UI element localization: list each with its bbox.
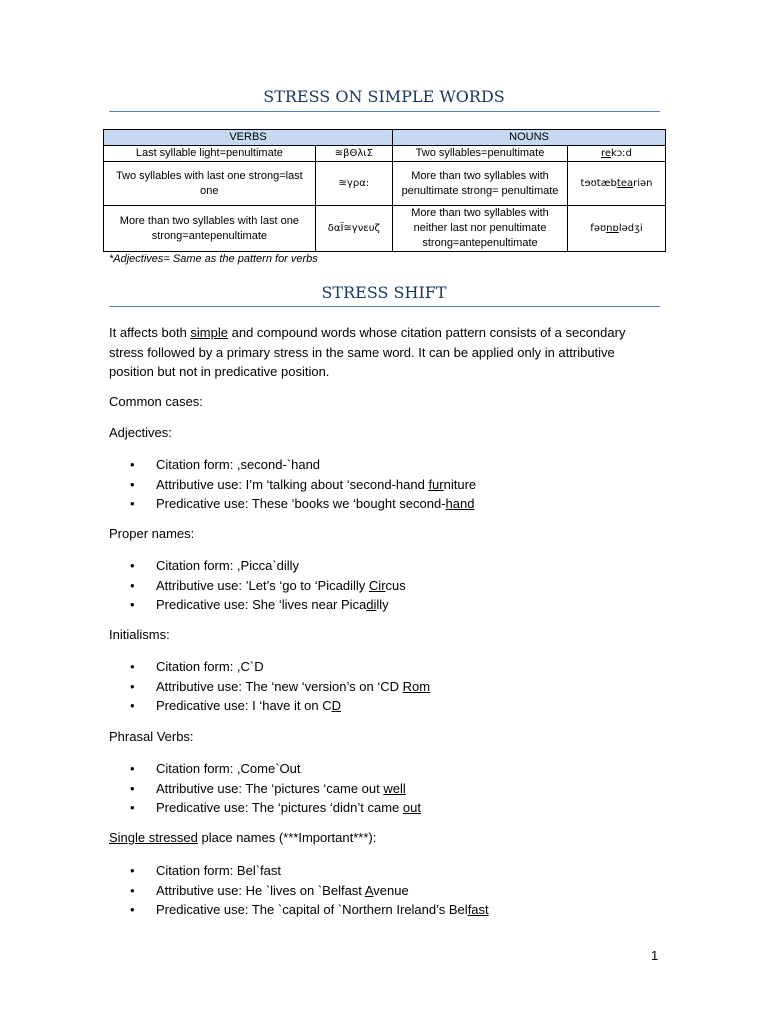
intro-text: It affects both <box>109 325 191 340</box>
stressed-syllable: di <box>366 597 377 612</box>
bullet-icon: • <box>130 457 135 472</box>
table-row <box>104 206 666 252</box>
verb-example-cell: ≊γρα: <box>315 162 392 206</box>
noun-rule-cell: More than two syllables with neither last nor penultimate strong=antepenultimate <box>393 206 568 252</box>
item-text: Citation form: ,Come`Out <box>156 761 301 776</box>
noun-example-cell <box>568 162 666 206</box>
verb-rule-cell: More than two syllables with last one strong=antepenultimate <box>104 206 316 252</box>
adjectives-list <box>130 455 476 514</box>
list-item <box>130 494 476 514</box>
stressed-syllable: hand <box>445 496 475 511</box>
list-item <box>130 677 430 697</box>
verb-example-cell: ≊βΘλιΣ <box>315 146 392 162</box>
proper-names-list <box>130 556 406 615</box>
noun-example-text: tɘʊtæb <box>580 178 617 189</box>
adjectives-note: *Adjectives= Same as the pattern for verbs <box>109 253 318 265</box>
list-item <box>130 576 406 596</box>
noun-example-cell <box>568 206 666 252</box>
section-heading-adjectives: Adjectives: <box>109 425 172 440</box>
stressed-syllable: well <box>383 780 406 796</box>
verb-rule-cell: Two syllables with last one strong=last one <box>104 162 316 206</box>
bullet-icon: • <box>130 476 135 492</box>
section-title-stress-shift: STRESS SHIFT <box>321 283 447 302</box>
list-item <box>130 475 476 495</box>
initialisms-list <box>130 657 430 716</box>
section-heading-phrasal-verbs: Phrasal Verbs: <box>109 729 194 744</box>
noun-example-text: kɔːd <box>611 148 633 159</box>
stressed-syllable: Rom <box>402 678 431 694</box>
stressed-syllable: tea <box>616 178 634 189</box>
bullet-icon: • <box>130 597 135 612</box>
bullet-icon: • <box>130 800 135 815</box>
bullet-icon: • <box>130 761 135 776</box>
verb-rule-cell: Last syllable light=penultimate <box>104 146 316 162</box>
stressed-syllable: Cir <box>368 577 386 593</box>
title-underline-rule <box>109 111 660 112</box>
bullet-icon: • <box>130 558 135 573</box>
list-item <box>130 881 489 901</box>
section-heading-initialisms: Initialisms: <box>109 627 170 642</box>
stressed-syllable: out <box>402 800 421 815</box>
bullet-icon: • <box>130 496 135 511</box>
item-text: Predicative use: These ‘books we ‘bought second- <box>156 496 446 511</box>
bullet-icon: • <box>130 902 135 917</box>
table-header-nouns: NOUNS <box>393 130 666 146</box>
section-title-stress-simple-words: STRESS ON SIMPLE WORDS <box>263 87 505 106</box>
list-item <box>130 798 421 818</box>
item-text: Citation form: Bel`fast <box>156 863 281 878</box>
phrasal-verbs-list <box>130 759 421 818</box>
bullet-icon: • <box>130 678 135 694</box>
bullet-icon: • <box>130 577 135 593</box>
item-text: Citation form: ,second-`hand <box>156 457 321 472</box>
stressed-syllable: D <box>331 698 341 713</box>
underlined-word: simple <box>190 325 228 340</box>
title-underline-rule <box>109 306 660 307</box>
section-heading-single-stressed <box>109 830 376 845</box>
bullet-icon: • <box>130 863 135 878</box>
item-text: niture <box>443 476 477 492</box>
item-text: Predicative use: The `capital of `Northern Ireland’s Bel <box>156 902 468 917</box>
list-item <box>130 657 430 677</box>
item-text: Attributive use: I’m ‘talking about ‘second-hand <box>156 476 429 492</box>
item-text: Attributive use: The ‘pictures ‘came out <box>156 780 384 796</box>
item-text: cus <box>385 577 406 593</box>
item-text: venue <box>373 882 409 898</box>
noun-example-cell <box>568 146 666 162</box>
table-header-verbs: VERBS <box>104 130 393 146</box>
page-number: 1 <box>651 948 659 963</box>
bullet-icon: • <box>130 780 135 796</box>
stressed-syllable: fur <box>428 476 444 492</box>
table-row <box>104 162 666 206</box>
list-item <box>130 759 421 779</box>
item-text: Predicative use: The ‘pictures ‘didn’t came <box>156 800 403 815</box>
list-item <box>130 900 489 920</box>
item-text: Predicative use: She ‘lives near Pica <box>156 597 367 612</box>
list-item <box>130 861 489 881</box>
noun-example-text: lədʒi <box>618 223 643 234</box>
verb-example-cell: δαΪ≅γνευζ <box>315 206 392 252</box>
intro-paragraph <box>109 323 654 382</box>
bullet-icon: • <box>130 882 135 898</box>
noun-example-text: fəʊ <box>590 223 607 234</box>
list-item <box>130 556 406 576</box>
list-item <box>130 696 430 716</box>
heading-text: place names (***Important***): <box>197 830 377 845</box>
noun-rule-cell: Two syllables=penultimate <box>393 146 568 162</box>
section-heading-proper-names: Proper names: <box>109 526 195 541</box>
item-text: Citation form: ,C`D <box>156 659 264 674</box>
item-text: Predicative use: I ‘have it on C <box>156 698 332 713</box>
item-text: Attributive use: He `lives on `Belfast <box>156 882 365 898</box>
single-stressed-list <box>130 861 489 920</box>
bullet-icon: • <box>130 698 135 713</box>
common-cases-label: Common cases: <box>109 394 203 409</box>
bullet-icon: • <box>130 659 135 674</box>
stressed-syllable: A <box>364 882 374 898</box>
noun-example-text: riən <box>633 178 653 189</box>
list-item <box>130 595 406 615</box>
stressed-syllable: fast <box>467 902 489 917</box>
intro-text: and compound words whose citation pattern consists of a secondary stress followed by a primary stress in the same word. It can be applied only in attributive position but not in predicative position. <box>109 325 626 379</box>
stressed-syllable: nɒ <box>606 223 619 234</box>
item-text: Attributive use: The ‘new ‘version’s on ‘CD <box>156 678 403 694</box>
list-item <box>130 455 476 475</box>
item-text: Attributive use: ’Let’s ‘go to ‘Picadilly <box>156 577 369 593</box>
list-item <box>130 779 421 799</box>
table-row <box>104 146 666 162</box>
stressed-syllable: re <box>600 148 612 159</box>
underlined-phrase: Single stressed <box>109 830 198 845</box>
stress-pattern-table <box>103 129 666 252</box>
item-text: Citation form: ,Picca`dilly <box>156 558 300 573</box>
item-text: lly <box>376 597 389 612</box>
noun-rule-cell: More than two syllables with penultimate strong= penultimate <box>393 162 568 206</box>
